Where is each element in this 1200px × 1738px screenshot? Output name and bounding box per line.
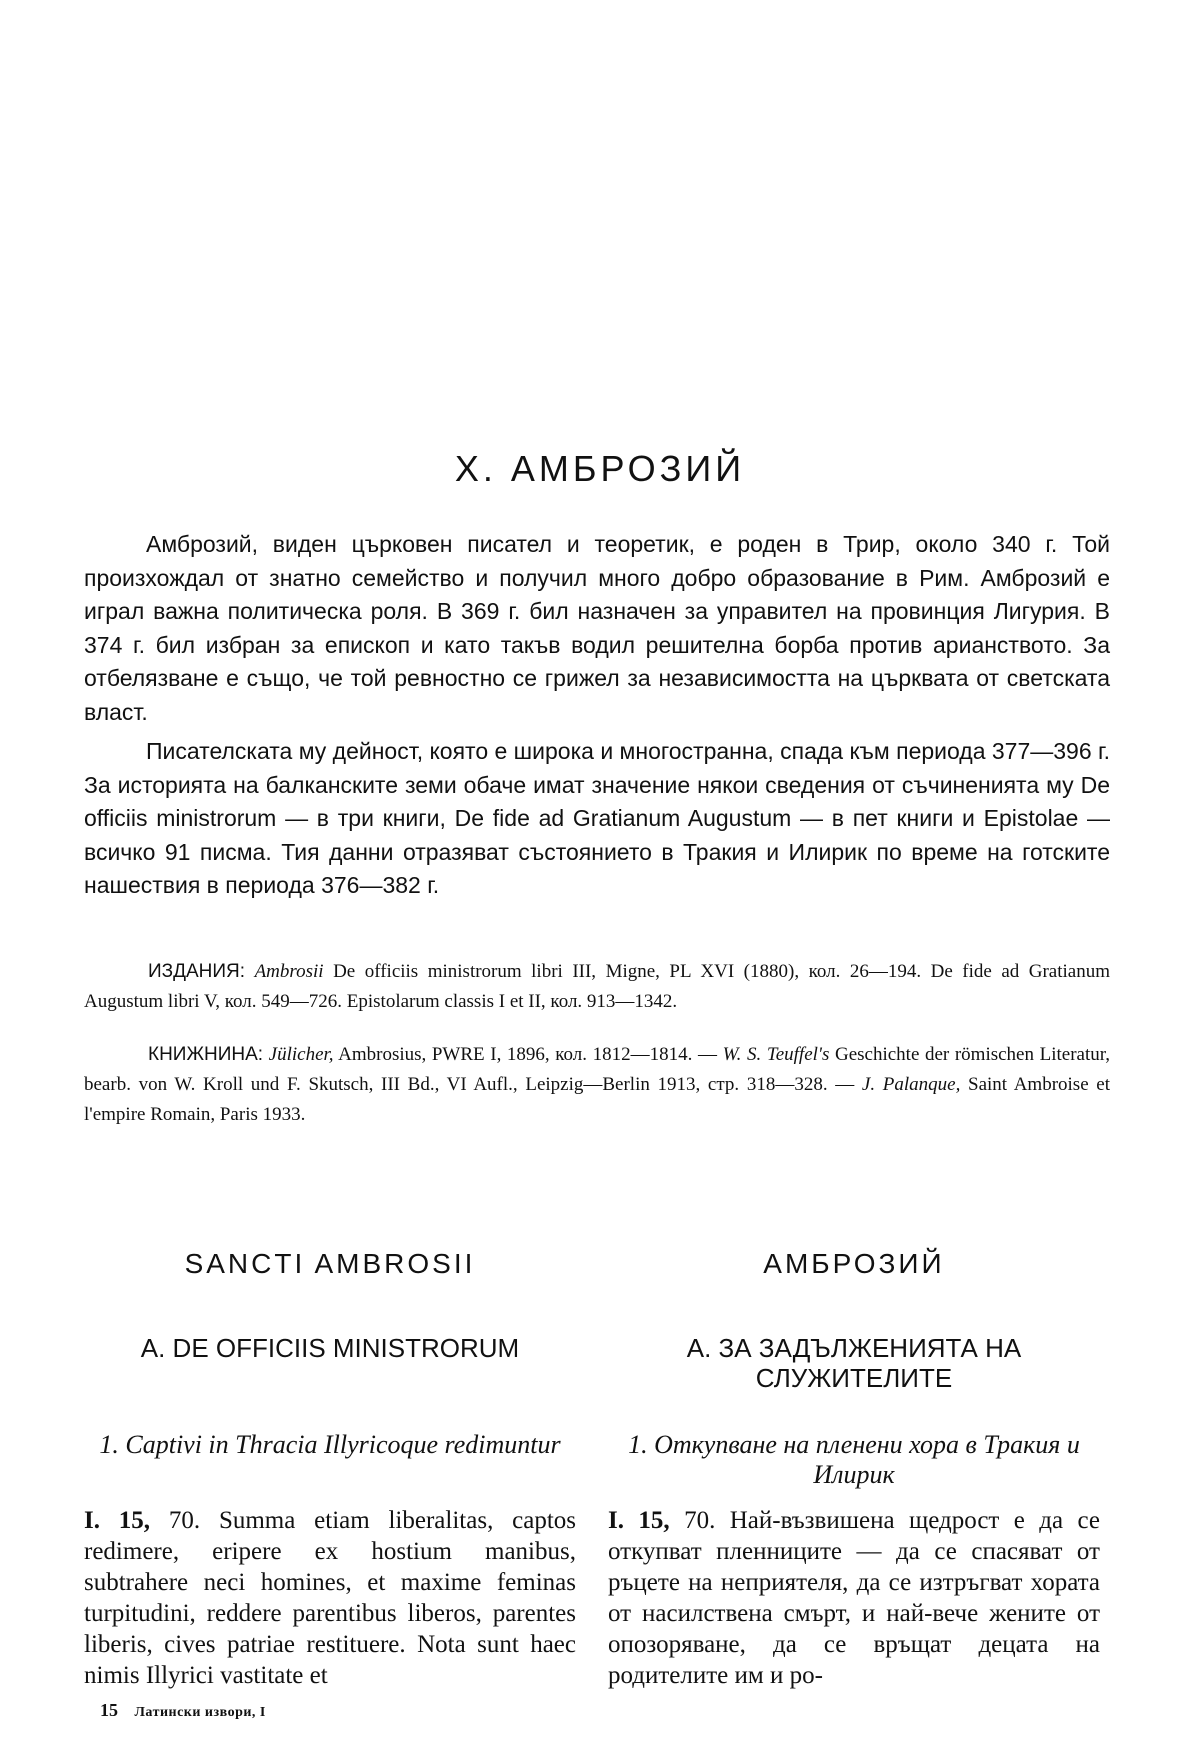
literature-text-2: Geschichte der römischen Literatur, bearb. von W. Kroll und F. Skutsch, III Bd., VI Aufl., Leipzig—Berlin 1913, стр. 318—328. — [84, 1044, 1111, 1095]
left-column-text [84, 1505, 576, 1691]
editions-author: Ambrosii [254, 961, 324, 982]
intro-paragraph-1: Амброзий, виден църковен писател и теоретик, е роден в Трир, около 340 г. Той произхождал от знатно семейство и получил много добро образование в Рим. Амброзий е играл важна политическа роля. В 369 г. бил назначен за управител на провинция Лигурия. В 374 г. бил избран за епископ и като такъв водил решителна борба против арианството. За отбелязване е също, че той ревностно се грижел за независимостта на църквата от светската власт. [84, 531, 1110, 725]
right-column-subheading: А. ЗА ЗАДЪЛЖЕНИЯТА НА СЛУЖИТЕЛИТЕ [686, 1333, 1022, 1393]
right-column-text [608, 1505, 1100, 1691]
right-passage-text: 70. Най-възвишена щедрост е да се откупват пленниците — да се спасяват от ръцете на неприятеля, да се изтръгват хората от насилствена смърт, и най-вече жените от опозоряване, да се връщат децата на родителите им и ро- [608, 1507, 1101, 1689]
left-passage-ref: I. 15, [84, 1507, 151, 1534]
chapter-title: Х. АМБРОЗИЙ [454, 448, 746, 489]
editions-block [84, 957, 1110, 1017]
literature-author-3: J. Palanque, [861, 1074, 961, 1095]
literature-text-1: Ambrosius, PWRE I, 1896, кол. 1812—1814. — [338, 1044, 717, 1065]
right-passage-ref: I. 15, [608, 1507, 670, 1534]
left-column-subheading: A. DE OFFICIIS MINISTRORUM [140, 1333, 520, 1363]
literature-author-1: Jülicher, [268, 1044, 334, 1065]
editions-label: ИЗДАНИЯ: [148, 961, 246, 982]
source-signature: Латински извори, I [134, 1705, 266, 1720]
literature-block [84, 1040, 1110, 1130]
literature-text-3: Saint Ambroise et l'empire Romain, Paris 1933. [84, 1074, 1111, 1125]
left-section-title: 1. Captivi in Thracia Illyricoque redimuntur [99, 1430, 561, 1459]
left-column-heading: SANCTI AMBROSII [184, 1248, 476, 1279]
intro-text [84, 528, 1110, 903]
right-section-title: 1. Откупване на пленени хора в Тракия и Илирик [628, 1430, 1080, 1489]
left-passage-text: 70. Summa etiam liberalitas, captos redimere, eripere ex hostium manibus, subtrahere neci homines, et maxime feminas turpitudini, reddere parentibus liberos, parentes liberis, cives patriae restituere. Nota sunt haec nimis Illyrici vastitate et [84, 1507, 576, 1689]
literature-label: КНИЖНИНА: [148, 1044, 264, 1065]
right-column-heading: АМБРОЗИЙ [763, 1248, 945, 1279]
intro-paragraph-2: Писателската му дейност, която е широка и многостранна, спада към периода 377—396 г. За историята на балканските земи обаче имат значение някои сведения от съчиненията му De officiis ministrorum — в три книги, De fide ad Gratianum Augustum — в пет книги и Epistolae — всичко 91 писма. Тия данни отразяват състоянието в Тракия и Илирик по време на готските нашествия в периода 376—382 г. [84, 738, 1111, 898]
page-footer [100, 1700, 266, 1721]
page-number: 15 [100, 1700, 118, 1720]
editions-text: De officiis ministrorum libri III, Migne, PL XVI (1880), кол. 26—194. De fide ad Gratianum Augustum libri V, кол. 549—726. Epistolarum classis I et II, кол. 913—1342. [84, 961, 1111, 1012]
literature-author-2: W. S. Teuffel's [722, 1044, 830, 1065]
